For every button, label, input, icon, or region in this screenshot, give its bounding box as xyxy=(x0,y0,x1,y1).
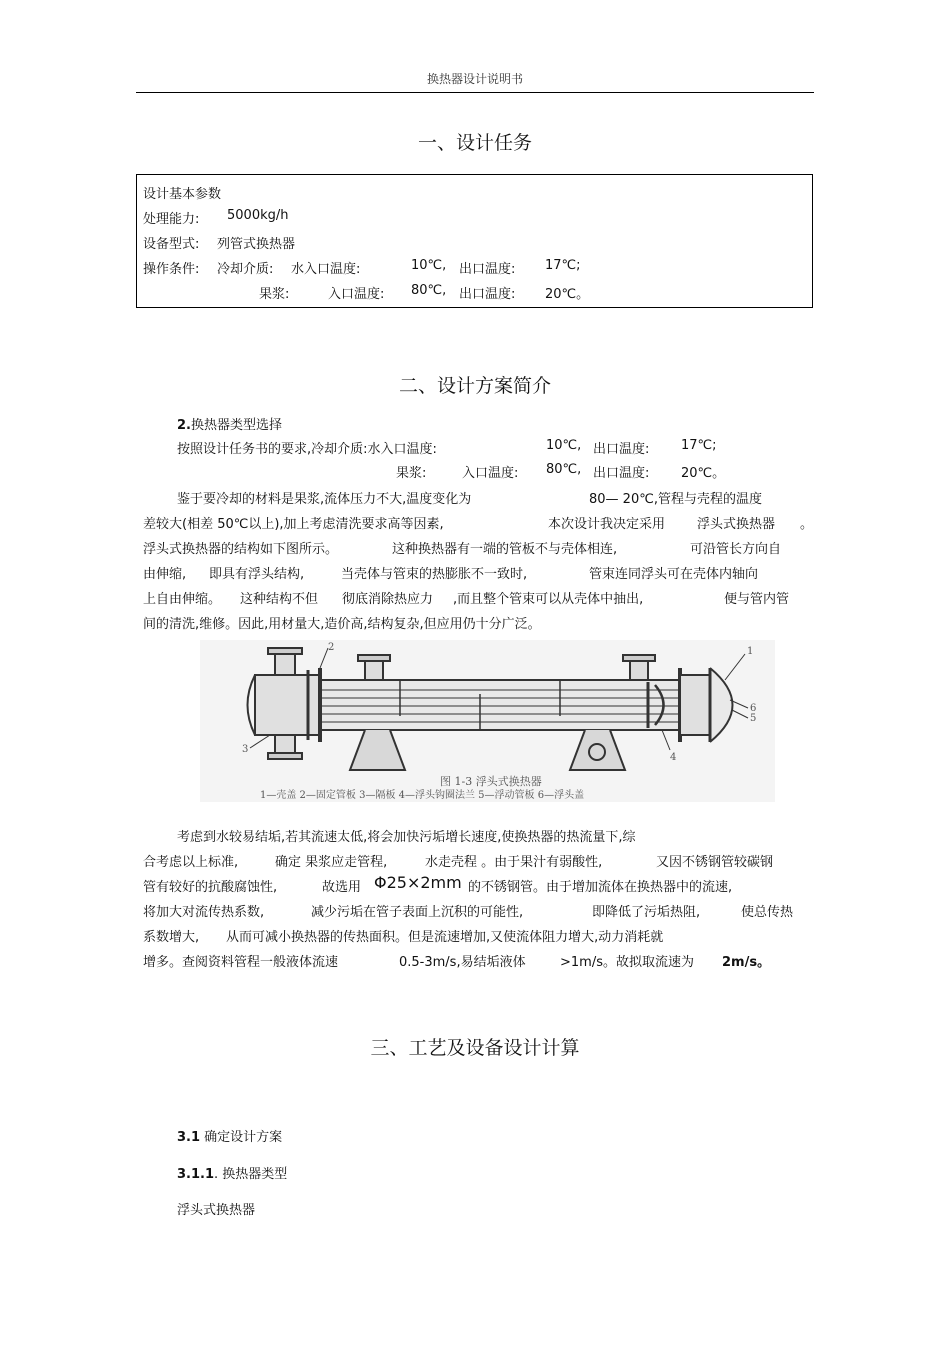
req-juice-out-value: 20℃。 xyxy=(681,466,726,481)
p2-line3b: 故选用 xyxy=(322,880,362,895)
p2-line3c: 的不锈钢管。由于增加流体在换热器中的流速, xyxy=(468,880,733,895)
p1-line2d: 。 xyxy=(800,517,814,532)
section1-heading: 一、设计任务 xyxy=(417,132,532,154)
callout-2: 2 xyxy=(328,642,335,653)
req-juice-in-value: 80℃, xyxy=(546,462,582,477)
req-water-in-value: 10℃, xyxy=(546,438,582,453)
params-title: 设计基本参数 xyxy=(143,187,222,202)
subsection-3-1-title: 确定设计方案 xyxy=(204,1130,283,1145)
water-in-label: 水入口温度: xyxy=(291,262,361,277)
callout-1: 1 xyxy=(747,646,754,657)
p2-line1: 考虑到水较易结垢,若其流速太低,将会加快污垢增长速度,使换热器的热流量下,综 xyxy=(177,830,636,845)
p2-line6a: 增多。查阅资料管程一般液体流速 xyxy=(143,955,339,970)
req-water-out-value: 17℃; xyxy=(681,438,717,453)
p1-line5d: ,而且整个管束可以从壳体中抽出, xyxy=(453,592,644,607)
water-in-value: 10℃, xyxy=(411,258,447,273)
p2-line5a: 系数增大, xyxy=(143,930,200,945)
capacity-label: 处理能力: xyxy=(143,212,200,227)
juice-in-label: 入口温度: xyxy=(328,287,385,302)
p2-line3a: 管有较好的抗酸腐蚀性, xyxy=(143,880,278,895)
req-juice-in-label: 入口温度: xyxy=(462,466,519,481)
water-out-label: 出口温度: xyxy=(459,262,516,277)
p2-line2c: 水走壳程 。由于果汁有弱酸性, xyxy=(425,855,603,870)
capacity-value: 5000kg/h xyxy=(227,208,289,223)
subsection-3-1-number: 3.1 xyxy=(177,1130,201,1145)
figure-legend: 1—壳盖 2—固定管板 3—隔板 4—浮头钩圈法兰 5—浮动管板 6—浮头盖 xyxy=(260,790,585,801)
subsection-3-1-1-number: 3.1.1 xyxy=(177,1167,215,1182)
callout-6: 6 xyxy=(750,703,757,714)
p2-line4d: 使总传热 xyxy=(741,905,794,920)
p1-line4a: 由伸缩, xyxy=(143,567,187,582)
p1-line6: 间的清洗,维修。因此,用材量大,造价高,结构复杂,但应用仍十分广泛。 xyxy=(143,617,541,632)
section2-heading: 二、设计方案简介 xyxy=(398,375,551,397)
type-label: 设备型式: xyxy=(143,237,200,252)
coolant-label: 冷却介质: xyxy=(217,262,274,277)
callout-4: 4 xyxy=(670,752,677,763)
p1-line3c: 可沿管长方向自 xyxy=(690,542,782,557)
p2-line4a: 将加大对流传热系数, xyxy=(143,905,265,920)
req-lead: 按照设计任务书的要求,冷却介质:水入口温度: xyxy=(177,442,437,457)
callout-3: 3 xyxy=(242,744,249,755)
juice-out-label: 出口温度: xyxy=(459,287,516,302)
p1-line1a: 鉴于要冷却的材料是果浆,流体压力不大,温度变化为 xyxy=(177,492,472,507)
p1-line2b: 本次设计我决定采用 xyxy=(548,517,666,532)
p1-line4d: 管束连同浮头可在壳体内轴向 xyxy=(589,567,759,582)
p2-line4b: 减少污垢在管子表面上沉积的可能性, xyxy=(311,905,524,920)
p1-line4b: 即具有浮头结构, xyxy=(209,567,305,582)
p2-line5b: 从而可减小换热器的传热面积。但是流速增加,又使流体阻力增大,动力消耗就 xyxy=(226,930,664,945)
section3-heading: 三、工艺及设备设计计算 xyxy=(370,1037,580,1059)
req-juice-out-label: 出口温度: xyxy=(593,466,650,481)
p1-line1b: 80— 20℃,管程与壳程的温度 xyxy=(589,492,762,507)
type-value: 列管式换热器 xyxy=(217,237,296,252)
subsection-2-heading xyxy=(177,414,282,433)
juice-in-value: 80℃, xyxy=(411,283,447,298)
running-header: 换热器设计说明书 xyxy=(426,72,523,86)
p1-line5c: 彻底消除热应力 xyxy=(342,592,434,607)
exchanger-type-text: 浮头式换热器 xyxy=(177,1203,256,1218)
p2-line2d: 又因不锈钢管较碳钢 xyxy=(656,855,774,870)
p1-line2a: 差较大(相差 50℃以上),加上考虑清洗要求高等因素, xyxy=(143,517,444,532)
water-out-value: 17℃; xyxy=(545,258,581,273)
subsection-2-title: 换热器类型选择 xyxy=(190,418,282,433)
juice-out-value: 20℃。 xyxy=(545,287,590,302)
p2-line6b: 0.5-3m/s,易结垢液体 xyxy=(399,955,526,970)
p2-line6c: >1m/s。故拟取流速为 xyxy=(560,955,694,970)
subsection-3-1 xyxy=(177,1126,282,1145)
p1-line3b: 这种换热器有一端的管板不与壳体相连, xyxy=(392,542,618,557)
flow-velocity: 2m/s。 xyxy=(722,955,771,970)
condition-label: 操作条件: xyxy=(143,262,200,277)
p1-line5e: 便与管内管 xyxy=(724,592,790,607)
heat-exchanger-drawing xyxy=(200,640,775,802)
req-juice-label: 果浆: xyxy=(396,466,427,481)
heat-exchanger-figure xyxy=(200,640,775,802)
p1-line5a: 上自由伸缩。 xyxy=(143,592,222,607)
subsection-3-1-1-title: . 换热器类型 xyxy=(214,1167,288,1182)
req-water-out-label: 出口温度: xyxy=(593,442,650,457)
juice-label: 果浆: xyxy=(259,287,290,302)
subsection-2-number: 2. xyxy=(177,418,191,433)
p1-line2c: 浮头式换热器 xyxy=(697,517,776,532)
p2-line2b: 确定 果浆应走管程, xyxy=(275,855,388,870)
tube-spec: Φ25×2mm xyxy=(374,873,462,892)
p1-line5b: 这种结构不但 xyxy=(240,592,319,607)
p1-line3a: 浮头式换热器的结构如下图所示。 xyxy=(143,542,339,557)
callout-5: 5 xyxy=(750,713,757,724)
p2-line2a: 合考虑以上标准, xyxy=(143,855,239,870)
header-rule xyxy=(136,92,814,93)
subsection-3-1-1 xyxy=(177,1163,287,1182)
p1-line4c: 当壳体与管束的热膨胀不一致时, xyxy=(341,567,528,582)
p2-line4c: 即降低了污垢热阻, xyxy=(592,905,701,920)
figure-caption: 图 1-3 浮头式换热器 xyxy=(440,775,542,788)
